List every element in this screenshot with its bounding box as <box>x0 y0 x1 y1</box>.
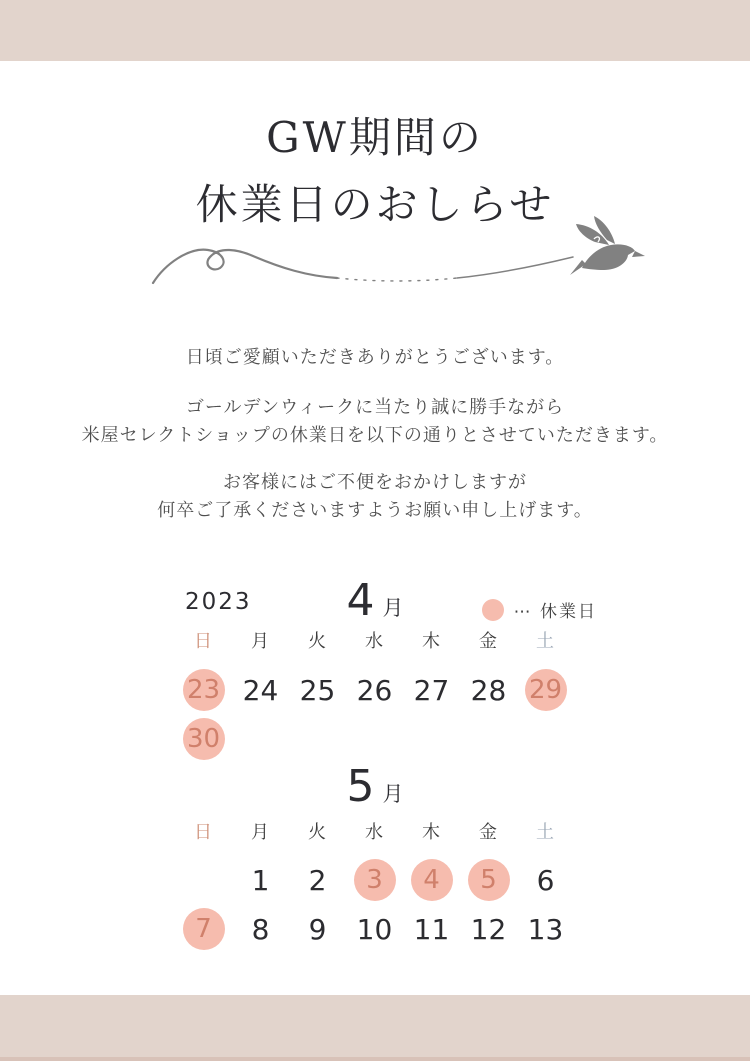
notice-line: 日頃ご愛顧いただきありがとうございます。 <box>185 347 565 368</box>
bird-icon <box>570 216 645 275</box>
closed-day-marker: 30 <box>183 718 225 760</box>
calendar-may <box>175 818 575 953</box>
bottom-decor-edge <box>0 1057 750 1061</box>
bottom-decor-band <box>0 995 750 1061</box>
date-cell: 2 <box>308 863 327 897</box>
date-cell: 25 <box>299 673 336 707</box>
date-cell: 6 <box>536 863 555 897</box>
date-cell: 24 <box>242 673 279 707</box>
calendar-week-row <box>175 715 575 763</box>
date-cell-empty <box>346 715 403 763</box>
intro-paragraph-1 <box>0 344 750 372</box>
weekday-label: 火 <box>308 822 327 843</box>
weekday-label: 月 <box>251 631 270 652</box>
closed-day-marker: 7 <box>183 908 225 950</box>
weekday-label: 金 <box>479 822 498 843</box>
calendar-week-row <box>175 666 575 714</box>
april-month-label <box>0 575 750 626</box>
date-cell: 10 <box>356 912 393 946</box>
weekday-label: 火 <box>308 631 327 652</box>
intro-paragraph-2 <box>0 394 750 450</box>
date-cell-empty <box>232 715 289 763</box>
closed-day-marker: 23 <box>183 669 225 711</box>
page-title-line2: 休業日のおしらせ <box>195 180 555 229</box>
swirl-line-loop <box>153 250 337 283</box>
date-cell: 26 <box>356 673 393 707</box>
weekday-label: 水 <box>365 631 384 652</box>
date-cell <box>517 666 574 714</box>
notice-line: ゴールデンウィークに当たり誠に勝手ながら <box>185 397 565 418</box>
closed-day-dot-icon <box>482 599 504 621</box>
notice-line: 何卒ご了承くださいますようお願い申し上げます。 <box>157 500 593 521</box>
date-cell <box>175 715 232 763</box>
april-month-unit: 月 <box>382 596 404 620</box>
date-cell-empty <box>460 715 517 763</box>
notice-line: お客様にはご不便をおかけしますが <box>223 472 527 493</box>
decorative-swirl <box>145 212 650 297</box>
intro-paragraph-3 <box>0 469 750 525</box>
may-date-rows <box>175 856 575 953</box>
may-month-label <box>0 761 750 812</box>
weekday-label: 日 <box>194 822 213 843</box>
calendar-week-row <box>175 905 575 953</box>
notice-line: 米屋セレクトショップの休業日を以下の通りとさせていただきます。 <box>81 425 669 446</box>
weekday-label: 月 <box>251 822 270 843</box>
date-cell: 1 <box>251 863 270 897</box>
date-cell: 9 <box>308 912 327 946</box>
may-month-number: 5 <box>346 761 375 812</box>
weekday-label: 木 <box>422 822 441 843</box>
weekday-label: 土 <box>536 631 555 652</box>
weekday-label: 土 <box>536 822 555 843</box>
date-cell <box>175 905 232 953</box>
closed-day-legend <box>482 597 597 622</box>
april-date-rows <box>175 666 575 763</box>
weekday-label: 木 <box>422 631 441 652</box>
calendar-year: 2023 <box>185 589 252 615</box>
top-decor-band <box>0 0 750 61</box>
april-month-number: 4 <box>346 575 375 626</box>
calendar-april <box>175 627 575 763</box>
date-cell <box>175 666 232 714</box>
date-cell: 11 <box>413 912 450 946</box>
date-cell-empty <box>517 715 574 763</box>
date-cell-empty <box>403 715 460 763</box>
may-month-unit: 月 <box>382 782 404 806</box>
date-cell-empty <box>289 715 346 763</box>
swirl-line-tail <box>457 257 573 278</box>
weekday-label: 日 <box>194 631 213 652</box>
date-cell: 13 <box>527 912 564 946</box>
closed-day-marker: 29 <box>525 669 567 711</box>
closed-day-marker: 5 <box>468 859 510 901</box>
page-title-line1: GW期間の <box>266 113 484 162</box>
weekday-header-row <box>175 818 575 844</box>
date-cell <box>346 856 403 904</box>
weekday-label: 金 <box>479 631 498 652</box>
weekday-header-row <box>175 627 575 653</box>
closed-day-marker: 4 <box>411 859 453 901</box>
weekday-label: 水 <box>365 822 384 843</box>
date-cell: 27 <box>413 673 450 707</box>
date-cell: 8 <box>251 912 270 946</box>
calendar-week-row <box>175 856 575 904</box>
date-cell: 28 <box>470 673 507 707</box>
date-cell-empty <box>175 856 232 904</box>
date-cell <box>403 856 460 904</box>
swirl-line-dashed <box>337 278 457 281</box>
date-cell: 12 <box>470 912 507 946</box>
closed-day-marker: 3 <box>354 859 396 901</box>
closed-day-legend-label: ⋯ 休業日 <box>513 602 597 622</box>
date-cell <box>460 856 517 904</box>
